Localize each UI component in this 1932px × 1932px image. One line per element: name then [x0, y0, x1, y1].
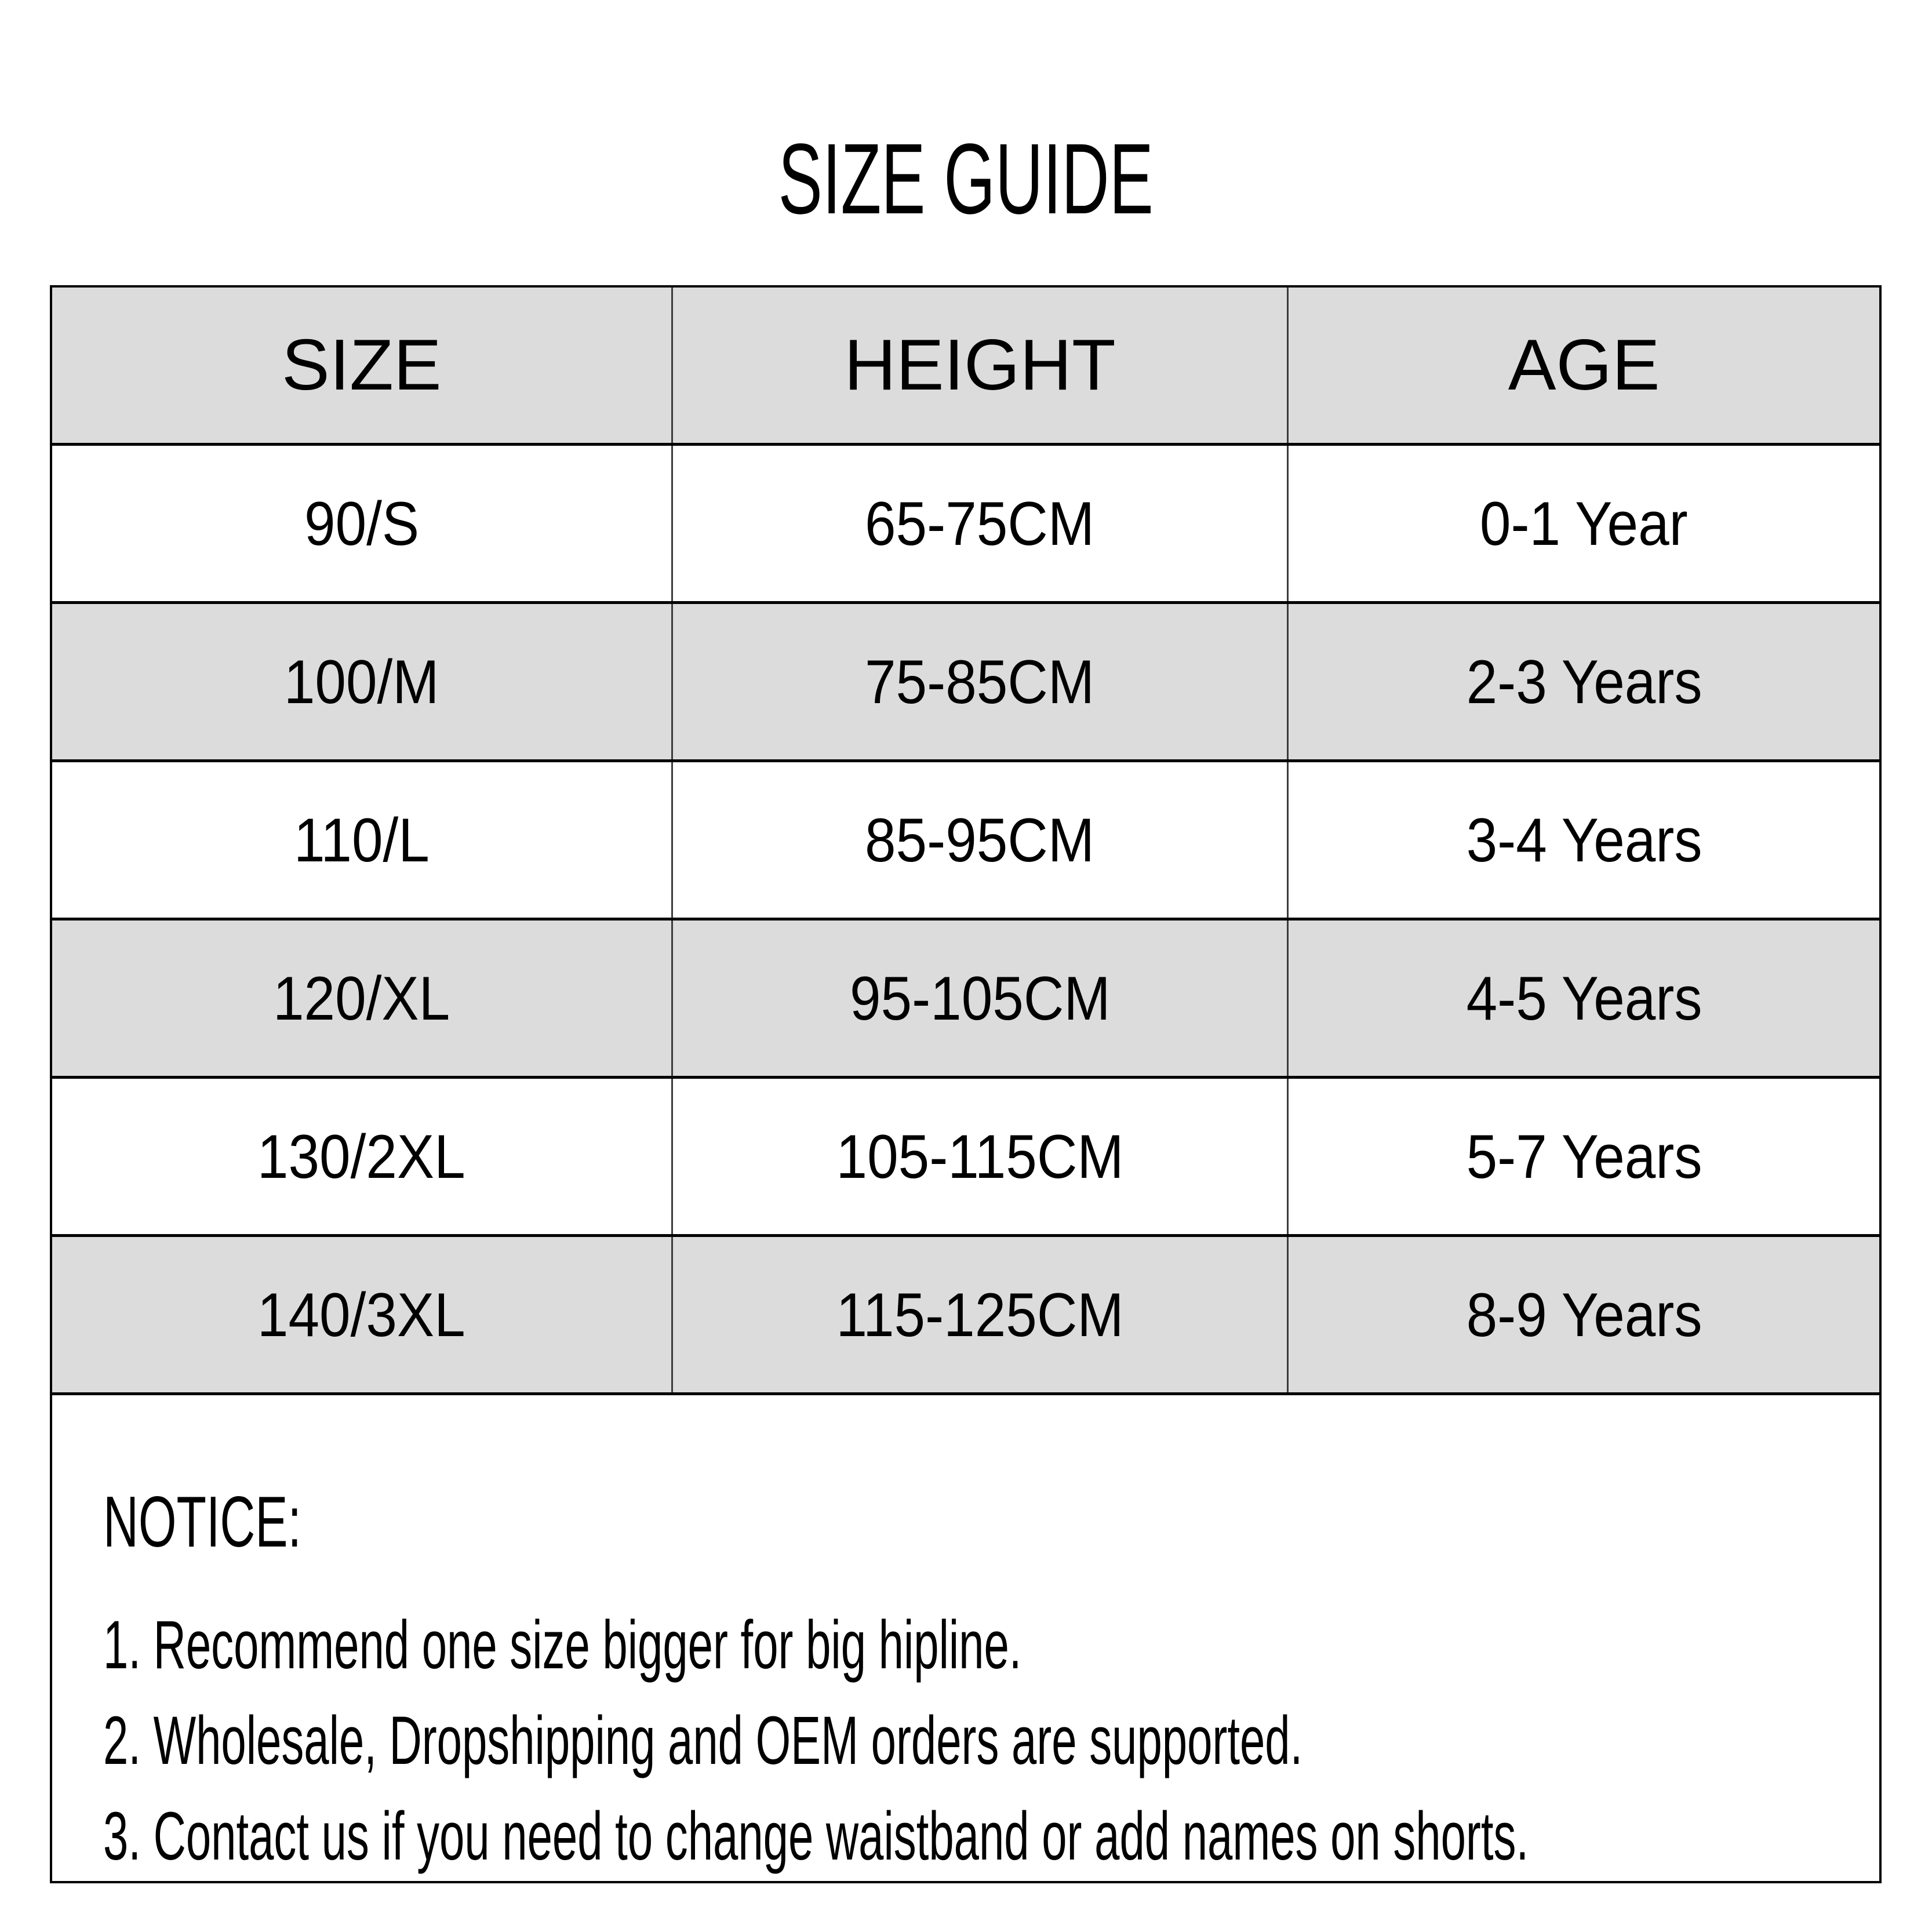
notice-heading-text: NOTICE: — [103, 1482, 301, 1562]
size-value: 140/3XL — [257, 1280, 466, 1349]
notice-item-2-text: 2. Wholesale, Dropshipping and OEM orders are supported. — [103, 1702, 1303, 1779]
page-title — [50, 122, 1882, 235]
age-value: 0-1 Year — [1480, 489, 1689, 558]
height-cell — [671, 1079, 1287, 1234]
size-table — [50, 285, 1882, 1883]
notice-item-1-text: 1. Recommend one size bigger for big hipline. — [103, 1606, 1022, 1683]
notice-heading — [103, 1479, 1844, 1566]
table-row — [52, 1237, 1879, 1395]
height-cell — [671, 920, 1287, 1076]
table-row — [52, 604, 1879, 762]
notice-section — [52, 1395, 1879, 1881]
age-value: 3-4 Years — [1466, 805, 1702, 875]
header-cell-size — [52, 288, 671, 443]
table-header-row — [52, 288, 1879, 446]
notice-item-3 — [103, 1789, 1844, 1884]
age-value: 8-9 Years — [1466, 1280, 1702, 1349]
height-cell — [671, 604, 1287, 759]
table-row — [52, 920, 1879, 1079]
age-cell — [1287, 920, 1879, 1076]
size-value: 110/L — [293, 805, 430, 875]
height-value: 85-95CM — [865, 805, 1095, 875]
table-row — [52, 762, 1879, 920]
size-cell — [52, 446, 671, 601]
size-value: 120/XL — [273, 963, 450, 1033]
age-cell — [1287, 762, 1879, 918]
size-cell — [52, 1237, 671, 1392]
size-cell — [52, 762, 671, 918]
size-value: 130/2XL — [257, 1122, 466, 1191]
height-value: 105-115CM — [836, 1122, 1124, 1191]
age-value: 5-7 Years — [1466, 1122, 1702, 1191]
age-value: 4-5 Years — [1466, 963, 1702, 1033]
header-cell-age — [1287, 288, 1879, 443]
size-cell — [52, 920, 671, 1076]
age-value: 2-3 Years — [1466, 647, 1702, 716]
height-cell — [671, 762, 1287, 918]
size-cell — [52, 1079, 671, 1234]
table-row — [52, 446, 1879, 604]
notice-item-2 — [103, 1693, 1844, 1789]
header-size-label: SIZE — [281, 325, 442, 405]
size-value: 100/M — [283, 647, 439, 716]
height-value: 75-85CM — [865, 647, 1095, 716]
table-row — [52, 1079, 1879, 1237]
height-value: 95-105CM — [849, 963, 1111, 1033]
height-cell — [671, 1237, 1287, 1392]
height-cell — [671, 446, 1287, 601]
height-value: 115-125CM — [836, 1280, 1124, 1349]
size-value: 90/S — [304, 489, 419, 558]
notice-item-1 — [103, 1598, 1844, 1693]
header-age-label: AGE — [1508, 325, 1660, 405]
notice-item-3-text: 3. Contact us if you need to change waistband or add names on shorts. — [103, 1798, 1529, 1875]
size-cell — [52, 604, 671, 759]
page-title-text: SIZE GUIDE — [778, 122, 1154, 235]
age-cell — [1287, 1237, 1879, 1392]
height-value: 65-75CM — [865, 489, 1095, 558]
age-cell — [1287, 1079, 1879, 1234]
header-height-label: HEIGHT — [844, 325, 1116, 405]
age-cell — [1287, 446, 1879, 601]
header-cell-height — [671, 288, 1287, 443]
age-cell — [1287, 604, 1879, 759]
